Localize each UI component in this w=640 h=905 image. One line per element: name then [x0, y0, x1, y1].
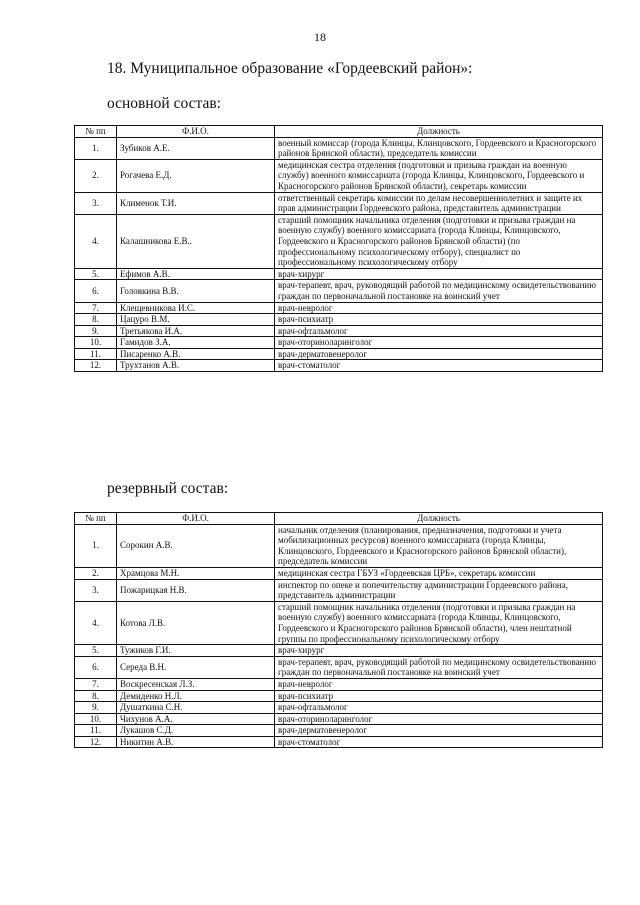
- cell-position: медицинская сестра ГБУЗ «Гордеевская ЦРБ», секретарь комиссии: [275, 567, 603, 579]
- cell-num: 2.: [75, 567, 117, 579]
- cell-position: врач-хирург: [275, 268, 603, 280]
- cell-name: Рогачева Е.Д.: [117, 159, 275, 192]
- table-row: [75, 137, 603, 159]
- header-name: Ф.И.О.: [117, 513, 275, 525]
- table-row: [75, 314, 603, 326]
- cell-name: Гамидов З.А.: [117, 337, 275, 349]
- cell-num: 4.: [75, 601, 117, 644]
- page-number: 18: [314, 30, 326, 44]
- table-header-row: [75, 513, 603, 525]
- cell-position: врач-невролог: [275, 302, 603, 314]
- cell-position: врач-терапевт, врач, руководящий работой по медицинскому освидетельствованию граждан по первоначальной постановке на воинский учет: [275, 280, 603, 302]
- header-name: Ф.И.О.: [117, 126, 275, 138]
- cell-position: врач-терапевт, врач, руководящий работой по медицинскому освидетельствованию граждан по первоначальной постановке на воинский учет: [275, 656, 603, 678]
- cell-num: 2.: [75, 159, 117, 192]
- table-row: [75, 360, 603, 372]
- cell-num: 12.: [75, 736, 117, 748]
- cell-num: 11.: [75, 725, 117, 737]
- table-row: [75, 524, 603, 567]
- header-position: Должность: [275, 126, 603, 138]
- table-row: [75, 325, 603, 337]
- header-position: Должность: [275, 513, 603, 525]
- table-row: [75, 348, 603, 360]
- table-row: [75, 713, 603, 725]
- cell-num: 5.: [75, 645, 117, 657]
- cell-num: 12.: [75, 360, 117, 372]
- cell-num: 1.: [75, 137, 117, 159]
- cell-num: 10.: [75, 337, 117, 349]
- cell-name: Головкина В.В.: [117, 280, 275, 302]
- cell-name: Душаткина С.Н.: [117, 702, 275, 714]
- cell-position: врач-психиатр: [275, 690, 603, 702]
- table-row: [75, 601, 603, 644]
- cell-name: Третьякова И.А.: [117, 325, 275, 337]
- cell-name: Калашникова Е.В..: [117, 214, 275, 268]
- cell-num: 1.: [75, 524, 117, 567]
- cell-name: Клименок Т.И.: [117, 192, 275, 214]
- cell-position: врач-невролог: [275, 678, 603, 690]
- table-header-row: [75, 126, 603, 138]
- table-row: [75, 280, 603, 302]
- cell-name: Писаренко А.В.: [117, 348, 275, 360]
- cell-position: ответственный секретарь комиссии по делам несовершеннолетних и защите их прав администрации Гордеевского района, представитель администрации: [275, 192, 603, 214]
- cell-position: врач-офтальмолог: [275, 702, 603, 714]
- cell-position: старший помощник начальника отделения (подготовки и призыва граждан на военную службу) военного комиссариата (города Клинцы, Клинцовского, Гордеевского и Красногорского районов Брянской области) (по профессиональному психологическому отбору), специалист по профессиональному психологическому отбору: [275, 214, 603, 268]
- cell-name: Клещевникова И.С.: [117, 302, 275, 314]
- main-composition-label: основной состав:: [107, 95, 221, 112]
- cell-name: Тужиков Г.И.: [117, 645, 275, 657]
- cell-num: 6.: [75, 280, 117, 302]
- cell-name: Котова Л.В.: [117, 601, 275, 644]
- cell-name: Лукашов С.Д.: [117, 725, 275, 737]
- cell-num: 10.: [75, 713, 117, 725]
- header-num: № пп: [75, 513, 117, 525]
- cell-num: 3.: [75, 579, 117, 601]
- table-row: [75, 736, 603, 748]
- cell-name: Воскресенская Л.З.: [117, 678, 275, 690]
- cell-position: врач-стоматолог: [275, 736, 603, 748]
- table-row: [75, 567, 603, 579]
- cell-position: медицинская сестра отделения (подготовки и призыва граждан на военную службу) военного комиссариата (города Клинцы, Клинцовского, Гордеевского и Красногорского районов Брянской области), секретарь комиссии: [275, 159, 603, 192]
- cell-name: Сорокин А.В.: [117, 524, 275, 567]
- cell-num: 8.: [75, 690, 117, 702]
- table-row: [75, 690, 603, 702]
- table-row: [75, 159, 603, 192]
- cell-position: начальник отделения (планирования, предназначения, подготовки и учета мобилизационных ресурсов) военного комиссариата (города Клинцы, Клинцовского, Гордеевского и Красногорского районов Брянской области), председатель комиссии: [275, 524, 603, 567]
- table-row: [75, 337, 603, 349]
- table-row: [75, 702, 603, 714]
- table-row: [75, 656, 603, 678]
- cell-position: врач-психиатр: [275, 314, 603, 326]
- cell-num: 11.: [75, 348, 117, 360]
- header-num: № пп: [75, 126, 117, 138]
- reserve-composition-table: [74, 512, 603, 748]
- cell-name: Ефимов А.В.: [117, 268, 275, 280]
- cell-name: Зубиков А.Е.: [117, 137, 275, 159]
- main-composition-table: [74, 125, 603, 372]
- cell-position: врач-стоматолог: [275, 360, 603, 372]
- cell-position: врач-офтальмолог: [275, 325, 603, 337]
- document-heading: 18. Муниципальное образование «Гордеевский район»:: [107, 60, 473, 77]
- cell-name: Чихунов А.А.: [117, 713, 275, 725]
- table-row: [75, 302, 603, 314]
- cell-num: 9.: [75, 325, 117, 337]
- cell-name: Никитин А.В.: [117, 736, 275, 748]
- cell-position: врач-дерматовенеролог: [275, 348, 603, 360]
- table-row: [75, 268, 603, 280]
- cell-num: 5.: [75, 268, 117, 280]
- cell-name: Середа В.Н.: [117, 656, 275, 678]
- cell-name: Демиденко Н.Л.: [117, 690, 275, 702]
- cell-position: врач-оториноларинголог: [275, 337, 603, 349]
- cell-name: Храмцова М.Н.: [117, 567, 275, 579]
- reserve-composition-label: резервный состав:: [107, 480, 229, 497]
- cell-num: 9.: [75, 702, 117, 714]
- cell-position: врач-оториноларинголог: [275, 713, 603, 725]
- cell-position: врач-дерматовенеролог: [275, 725, 603, 737]
- cell-name: Пожарицкая Н.В.: [117, 579, 275, 601]
- table-row: [75, 645, 603, 657]
- cell-position: инспектор по опеке и попечительству администрации Гордеевского района, представитель администрации: [275, 579, 603, 601]
- cell-position: военный комиссар (города Клинцы, Клинцовского, Гордеевского и Красногорского районов Брянской области), председатель комиссии: [275, 137, 603, 159]
- table-row: [75, 579, 603, 601]
- cell-num: 7.: [75, 302, 117, 314]
- cell-num: 6.: [75, 656, 117, 678]
- cell-name: Цацуро В.М.: [117, 314, 275, 326]
- cell-position: старший помощник начальника отделения (подготовки и призыва граждан на военную службу) военного комиссариата (города Клинцы, Клинцовского, Гордеевского и Красногорского районов Брянской области), член нештатной группы по профессиональному психологическому отбору: [275, 601, 603, 644]
- cell-position: врач-хирург: [275, 645, 603, 657]
- cell-num: 8.: [75, 314, 117, 326]
- table-row: [75, 678, 603, 690]
- table-row: [75, 192, 603, 214]
- cell-num: 4.: [75, 214, 117, 268]
- table-row: [75, 725, 603, 737]
- cell-name: Трухтанов А.В.: [117, 360, 275, 372]
- cell-num: 7.: [75, 678, 117, 690]
- cell-num: 3.: [75, 192, 117, 214]
- table-row: [75, 214, 603, 268]
